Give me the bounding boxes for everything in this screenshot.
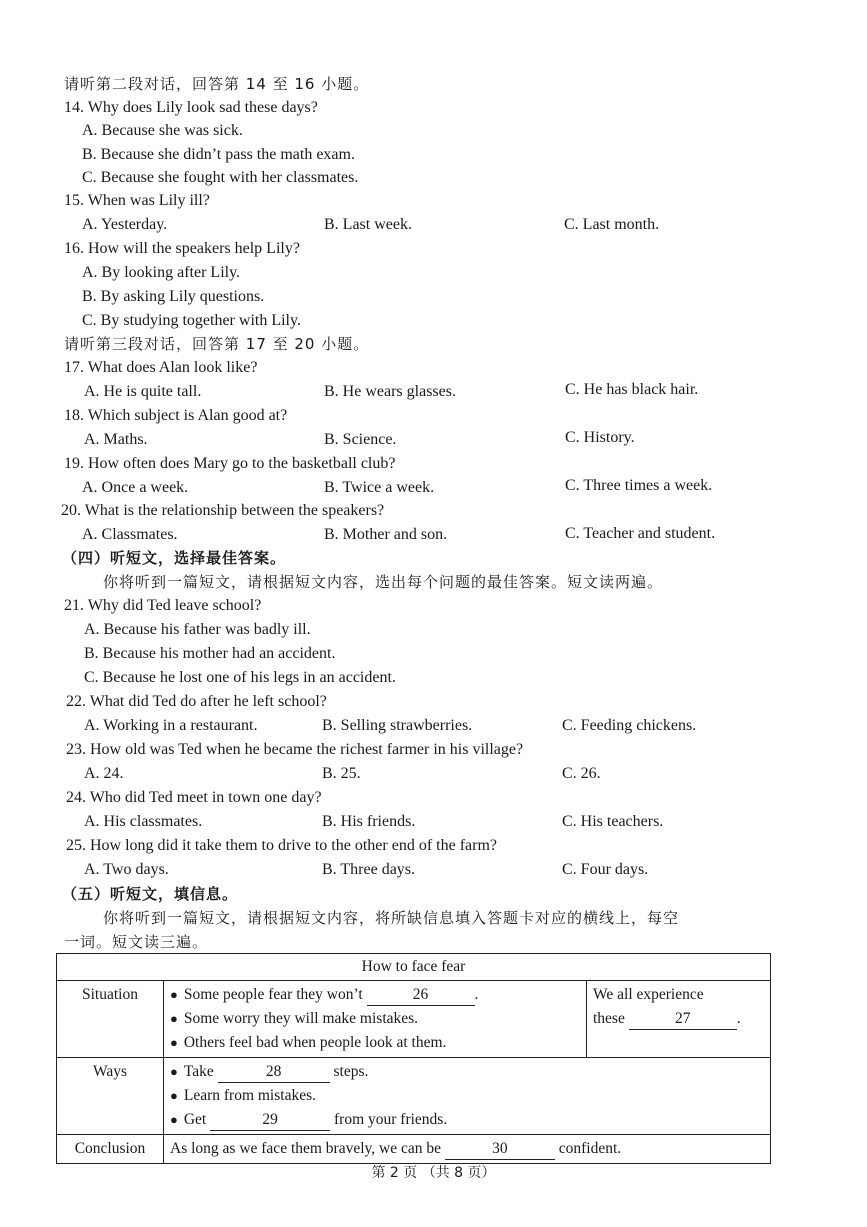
q15-option-c: C. Last month. (564, 216, 660, 233)
q22-option-c: C. Feeding chickens. (562, 717, 697, 734)
q23-option-c: C. 26. (562, 765, 601, 782)
blank-26: 26 (367, 985, 475, 1006)
q18-option-b: B. Science. (324, 431, 397, 448)
q24-option-c: C. His teachers. (562, 813, 664, 830)
q23-option-a: A. 24. (84, 765, 124, 782)
q16-option-b: B. By asking Lily questions. (82, 288, 265, 305)
conclusion-text: As long as we face them bravely, we can be (170, 1140, 441, 1157)
experience-line-1: We all experience (593, 986, 704, 1003)
situation-item-1 (170, 983, 580, 1007)
q20-stem: 20. What is the relationship between the speakers? (61, 502, 385, 519)
q22-stem: 22. What did Ted do after he left school? (66, 693, 327, 710)
conclusion-label: Conclusion (57, 1135, 164, 1164)
way-item-3-text: Get (183, 1111, 207, 1128)
way-item-1-tail: steps. (333, 1063, 369, 1080)
q17-option-a: A. He is quite tall. (84, 383, 202, 400)
q17-option-b: B. He wears glasses. (324, 383, 456, 400)
q25-option-c: C. Four days. (562, 861, 649, 878)
q19-option-b: B. Twice a week. (324, 479, 435, 496)
q15-option-a: A. Yesterday. (82, 216, 168, 233)
q19-option-c: C. Three times a week. (565, 477, 713, 494)
situation-item-3 (170, 1031, 580, 1055)
q23-option-b: B. 25. (322, 765, 361, 782)
situation-label: Situation (57, 981, 164, 1058)
situation-item-2-text: Some worry they will make mistakes. (183, 1010, 419, 1027)
section5-title: （五）听短文，填信息。 (62, 885, 239, 903)
table-title: How to face fear (57, 954, 771, 981)
q22-option-a: A. Working in a restaurant. (84, 717, 258, 734)
q14-stem: 14. Why does Lily look sad these days? (64, 99, 318, 116)
q16-option-a: A. By looking after Lily. (82, 264, 241, 281)
conclusion-cell (164, 1135, 771, 1164)
situation-item-3-text: Others feel bad when people look at them. (183, 1034, 447, 1051)
conclusion-tail: confident. (558, 1140, 622, 1157)
experience-line-2 (593, 1007, 764, 1031)
q20-option-c: C. Teacher and student. (565, 525, 716, 542)
q19-stem: 19. How often does Mary go to the basketball club? (64, 455, 396, 472)
way-item-1-text: Take (183, 1063, 214, 1080)
ways-cell (164, 1058, 771, 1135)
blank-27: 27 (629, 1009, 737, 1030)
way-item-1 (170, 1060, 764, 1084)
q22-option-b: B. Selling strawberries. (322, 717, 473, 734)
q17-stem: 17. What does Alan look like? (64, 359, 258, 376)
page-footer: 第 2 页 （共 8 页） (371, 1165, 496, 1181)
q14-option-b: B. Because she didn’t pass the math exam. (82, 146, 355, 163)
situation-item-1-text: Some people fear they won’t (183, 986, 363, 1003)
way-item-2-text: Learn from mistakes. (183, 1087, 316, 1104)
q21-option-b: B. Because his mother had an accident. (84, 645, 336, 662)
q17-option-c: C. He has black hair. (565, 381, 699, 398)
q24-stem: 24. Who did Ted meet in town one day? (66, 789, 322, 806)
section4-instruction: 你将听到一篇短文，请根据短文内容，选出每个问题的最佳答案。短文读两遍。 (103, 573, 664, 591)
way-item-2 (170, 1084, 764, 1108)
dialog2-instruction: 请听第二段对话，回答第 14 至 16 小题。 (64, 75, 370, 93)
q14-option-c: C. Because she fought with her classmates. (82, 169, 359, 186)
way-item-3 (170, 1108, 764, 1132)
q15-option-b: B. Last week. (324, 216, 412, 233)
q19-option-a: A. Once a week. (82, 479, 189, 496)
situation-cell (164, 981, 587, 1058)
situation-item-1-period: . (474, 986, 479, 1003)
blank-30: 30 (445, 1139, 555, 1160)
q16-option-c: C. By studying together with Lily. (82, 312, 301, 329)
q18-option-c: C. History. (565, 429, 635, 446)
section5-instruction-line2: 一词。短文读三遍。 (64, 933, 209, 951)
q21-option-c: C. Because he lost one of his legs in an accident. (84, 669, 396, 686)
q25-option-b: B. Three days. (322, 861, 416, 878)
experience-line-2-text: these (593, 1010, 625, 1027)
dialog3-instruction: 请听第三段对话，回答第 17 至 20 小题。 (64, 335, 370, 353)
blank-29: 29 (210, 1110, 330, 1131)
q20-option-b: B. Mother and son. (324, 526, 448, 543)
q16-stem: 16. How will the speakers help Lily? (64, 240, 300, 257)
way-item-3-tail: from your friends. (334, 1111, 448, 1128)
section4-title: （四）听短文，选择最佳答案。 (62, 549, 287, 567)
experience-line-2-period: . (736, 1010, 741, 1027)
section5-instruction-line1: 你将听到一篇短文，请根据短文内容，将所缺信息填入答题卡对应的横线上，每空 (103, 909, 680, 927)
q18-option-a: A. Maths. (84, 431, 148, 448)
q25-stem: 25. How long did it take them to drive to the other end of the farm? (66, 837, 497, 854)
q14-option-a: A. Because she was sick. (82, 122, 243, 139)
q15-stem: 15. When was Lily ill? (64, 192, 210, 209)
situation-item-2 (170, 1007, 580, 1031)
q21-option-a: A. Because his father was badly ill. (84, 621, 311, 638)
experience-cell (587, 981, 771, 1058)
q24-option-a: A. His classmates. (84, 813, 203, 830)
fear-info-table (56, 953, 771, 1164)
ways-label: Ways (57, 1058, 164, 1135)
q21-stem: 21. Why did Ted leave school? (64, 597, 262, 614)
q24-option-b: B. His friends. (322, 813, 416, 830)
q20-option-a: A. Classmates. (82, 526, 178, 543)
q18-stem: 18. Which subject is Alan good at? (64, 407, 288, 424)
q23-stem: 23. How old was Ted when he became the richest farmer in his village? (66, 741, 524, 758)
blank-28: 28 (218, 1062, 330, 1083)
q25-option-a: A. Two days. (84, 861, 169, 878)
